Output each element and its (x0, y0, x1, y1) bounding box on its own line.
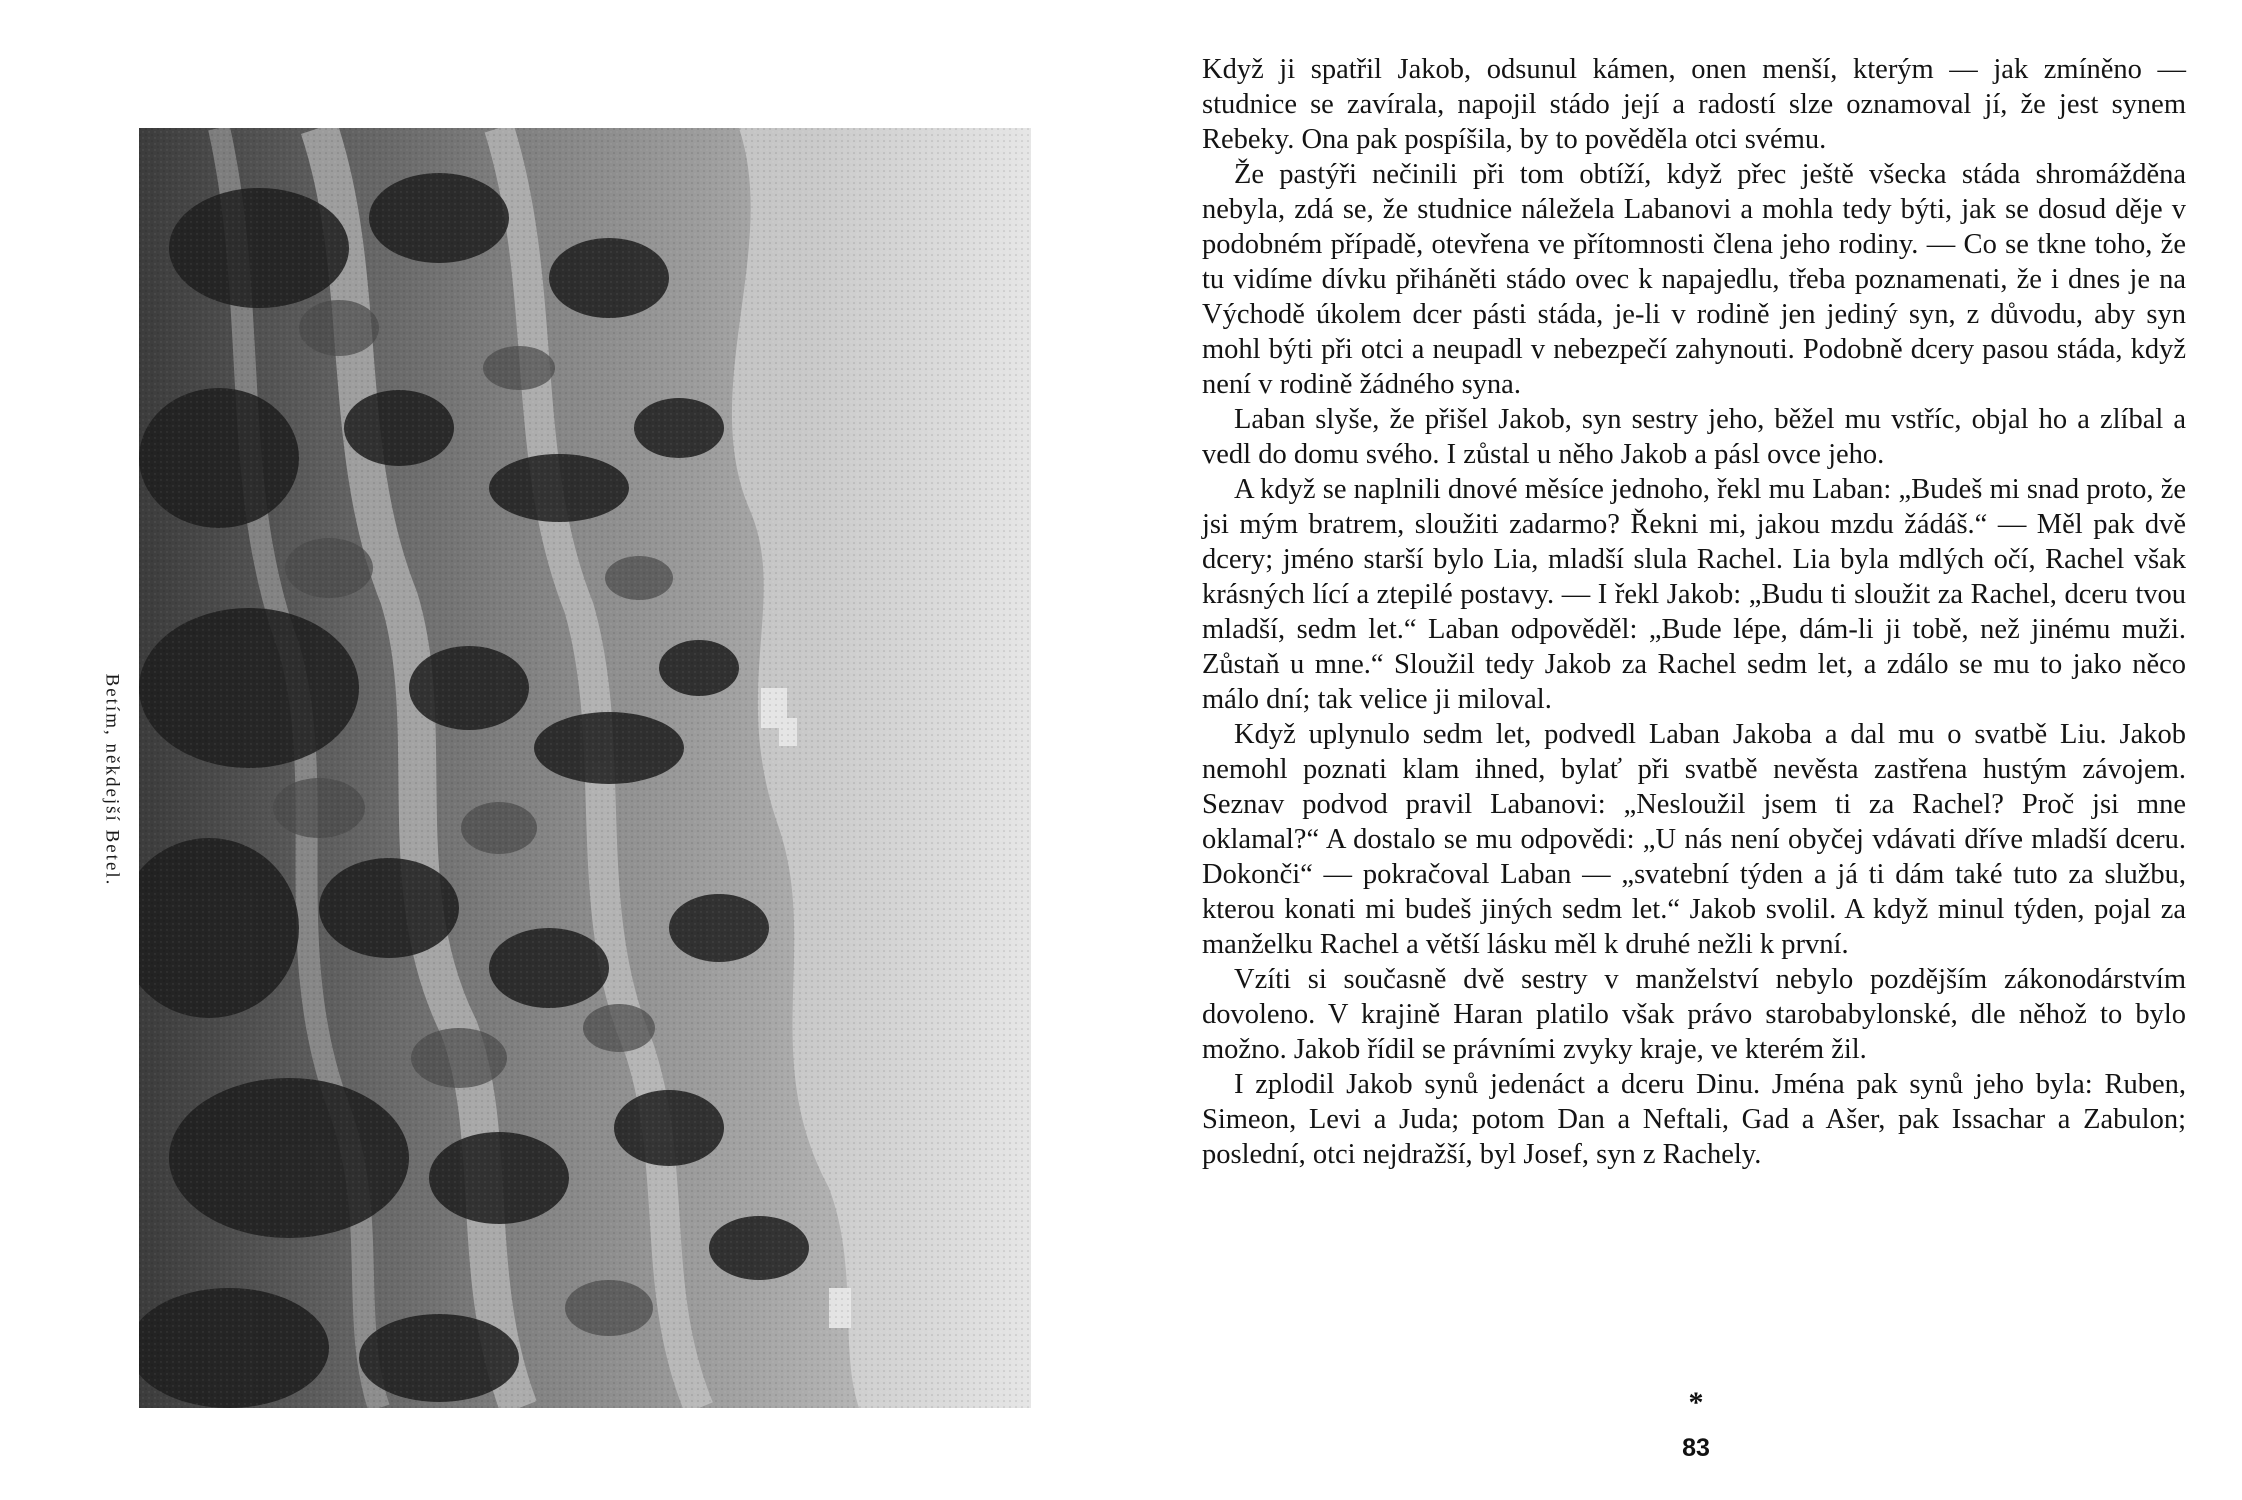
paragraph-1: Když ji spatřil Jakob, odsunul kámen, onen menší, kterým — jak zmíněno — studnice se zavírala, napojil stádo její a radostí slze oznamoval jí, že jest synem Rebeky. Ona pak pospíšila, by to pověděla otci svému. (1202, 54, 2186, 155)
paragraph-4: A když se naplnili dnové měsíce jednoho, řekl mu Laban: „Budeš mi snad proto, že jsi mým bratrem, sloužiti zadarmo? Řekni mi, jakou mzdu žádáš.“ — Měl pak dvě dcery; jméno starší bylo Lia, mladší slula Rachel. Lia byla mdlých očí, Rachel však krásných lící a ztepilé postavy. — I řekl Jakob: „Budu ti sloužit za Rachel, dceru tvou mladší, sedm let.“ Laban odpověděl: „Bude lépe, dám-li ji tobě, než jinému muži. Zůstaň u mne.“ Sloužil tedy Jakob za Rachel sedm let, a zdálo se mu to jako něco málo dní; tak velice ji miloval. (1202, 474, 2186, 715)
photo-caption (96, 660, 126, 900)
section-ornament: * (1688, 1386, 1704, 1419)
paragraph-3: Laban slyše, že přišel Jakob, syn sestry jeho, běžel mu vstříc, objal ho a zlíbal a vedl do domu svého. I zůstal u něho Jakob a pásl ovce jeho. (1202, 404, 2186, 470)
paragraph-5: Když uplynulo sedm let, podvedl Laban Jakoba a dal mu o svatbě Liu. Jakob nemohl poznati klam ihned, bylať při svatbě nevěsta zastřena hustým závojem. Seznav podvod pravil Labanovi: „Nesloužil jsem ti za Rachel? Proč jsi mne oklamal?“ A dostalo se mu odpovědi: „U nás není obyčej vdávati dříve mladší dceru. Dokonči“ — pokračoval Laban — „svatební týden a já ti dám také tuto za službu, kterou konati mi budeš jiných sedm let.“ Jakob svolil. A když minul týden, pojal za manželku Rachel a větší lásku měl k druhé nežli k první. (1202, 719, 2186, 960)
paragraph-7: I zplodil Jakob synů jedenáct a dceru Dinu. Jména pak synů jeho byla: Ruben, Simeon, Levi a Juda; potom Dan a Neftali, Gad a Ašer, pak Issachar a Zabulon; poslední, otci nejdražší, byl Josef, syn z Rachely. (1202, 1069, 2186, 1170)
hillside-landscape-illustration (139, 128, 1031, 1408)
page-number: 83 (1682, 1434, 1710, 1462)
paragraph-6: Vzíti si současně dvě sestry v manželství nebylo pozdějším zákonodárstvím dovoleno. V krajině Haran platilo však právo starobabylonské, dle něhož to bylo možno. Jakob řídil se právními zvyky kraje, ve kterém žil. (1202, 964, 2186, 1065)
text-column (1202, 52, 2186, 1172)
photo-caption-text: Betím, někdejší Betel. (101, 673, 123, 887)
landscape-photo (139, 128, 1031, 1408)
paragraph-2: Že pastýři nečinili při tom obtíží, když přec ještě všecka stáda shromážděna nebyla, zdá se, že studnice náležela Labanovi a mohla tedy býti, jak se dosud děje v podobném případě, otevřena ve přítomnosti člena jeho rodiny. — Co se tkne toho, že tu vidíme dívku přiháněti stádo ovec k napajedlu, třeba poznamenati, že i dnes je na Východě úkolem dcer pásti stáda, je-li v rodině jen jediný syn, z důvodu, aby syn mohl býti při otci a neupadl v nebezpečí zahynouti. Podobně dcery pasou stáda, když není v rodině žádného syna. (1202, 159, 2186, 400)
